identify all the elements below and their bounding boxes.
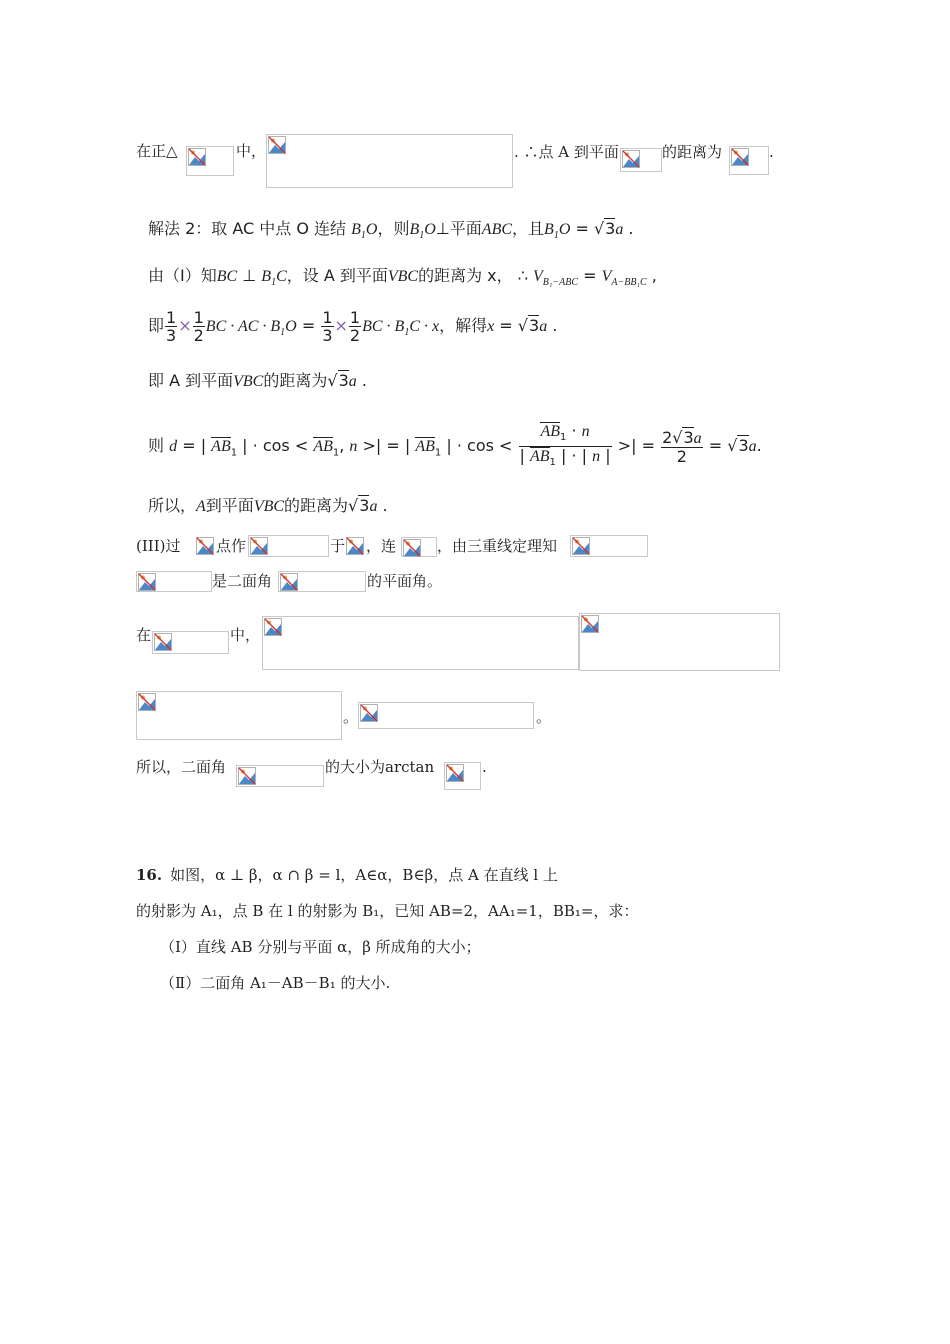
broken-image-icon xyxy=(250,537,268,555)
broken-image-icon xyxy=(188,148,206,166)
text-line: 在 xyxy=(136,626,152,644)
broken-image xyxy=(444,762,481,790)
broken-image-icon xyxy=(731,148,749,166)
text-line: . xyxy=(769,143,774,161)
text-line: 中， xyxy=(236,142,267,160)
text-line: 是二面角 xyxy=(212,572,273,590)
broken-image-icon xyxy=(360,704,378,722)
method2-line3: 即 $\frac{1}{3}$ × $\frac{1}{2}$ BC · AC · $B_1O$ = $\frac{1}{3}$ × $\frac{1}{2}$ BC · $B_1C \cdot x$，解得x = √3a . xyxy=(148,308,558,345)
broken-image-icon xyxy=(446,764,464,782)
text-line: 点作 xyxy=(216,537,247,555)
method2-line6: 所以，A到平面VBC的距离为√3a . xyxy=(148,496,388,515)
broken-image-icon xyxy=(154,633,172,651)
broken-image xyxy=(401,537,437,557)
problem16-line1: 16. 如图，α ⊥ β，α ∩ β = l，A∈α，B∈β，点 A 在直线 l 上 xyxy=(136,866,558,884)
broken-image xyxy=(620,148,662,172)
text-line: 的平面角。 xyxy=(367,572,443,590)
broken-image xyxy=(136,691,342,740)
broken-image xyxy=(152,631,229,654)
text-line: . xyxy=(482,758,487,776)
broken-image-icon xyxy=(264,618,282,636)
broken-image xyxy=(570,535,648,557)
broken-image xyxy=(579,613,780,671)
broken-image-icon xyxy=(622,150,640,168)
text-line: 的大小为arctan xyxy=(325,758,435,776)
broken-image-icon xyxy=(581,615,599,633)
text-line: 的距离为 xyxy=(662,143,723,161)
problem16-question1: （Ⅰ）直线 AB 分别与平面 α，β 所成角的大小； xyxy=(160,938,481,956)
text-line: ，连 xyxy=(366,537,397,555)
broken-image xyxy=(248,535,329,557)
broken-image-icon xyxy=(196,537,214,555)
broken-image xyxy=(266,134,513,188)
text-line: 。 xyxy=(536,708,552,726)
method2-line1: 解法 2：取 AC 中点 O 连结 $B_1O$，则$B_1O\perp$平面ABC，且$B_1O = √3a$ . xyxy=(148,219,634,242)
broken-image-icon xyxy=(268,136,286,154)
broken-image-icon xyxy=(238,767,256,785)
text-line: 。 xyxy=(343,708,359,726)
broken-image-icon xyxy=(572,537,590,555)
broken-image-icon xyxy=(346,537,364,555)
text-line: 于 xyxy=(330,537,346,555)
broken-image xyxy=(278,571,366,592)
method2-line5: 则 d = | $AB_1$ | · $\cos < AB_1$, n >| = | $AB_1$ | · cos < $\frac{AB_1 \cdot n}{| AB_1 | \cdot | n |}$ >| = $\frac{2√3a}{2}$ = √3a. xyxy=(148,421,762,469)
broken-image xyxy=(236,765,324,787)
text-line: 在正△ xyxy=(136,142,178,160)
broken-image xyxy=(196,537,216,557)
text-line: . ∴点 A 到平面 xyxy=(514,143,619,161)
broken-image xyxy=(729,146,769,175)
broken-image-icon xyxy=(403,539,421,557)
method2-line2: 由（Ⅰ）知BC ⊥ $B_1C$，设 A 到平面VBC的距离为 x， ∴ $V_{B_1-ABC} = V_{A-BB_1C}$ , xyxy=(148,266,657,289)
problem16-question2: （Ⅱ）二面角 A₁－AB－B₁ 的大小. xyxy=(160,974,391,992)
text-line: 中， xyxy=(230,626,261,644)
broken-image xyxy=(346,537,366,557)
method2-line4: 即 A 到平面VBC的距离为√3a . xyxy=(148,371,367,390)
text-line: (III)过 xyxy=(136,537,181,555)
broken-image xyxy=(186,146,234,176)
broken-image-icon xyxy=(138,573,156,591)
broken-image xyxy=(136,571,212,592)
text-line: ，由三重线定理知 xyxy=(437,537,558,555)
text-line: 所以，二面角 xyxy=(136,758,227,776)
broken-image-icon xyxy=(138,693,156,711)
broken-image-icon xyxy=(280,573,298,591)
problem16-line2: 的射影为 A₁，点 B 在 l 的射影为 B₁，已知 AB=2，AA₁=1，BB₁=，求： xyxy=(136,902,639,920)
broken-image xyxy=(262,616,579,670)
broken-image xyxy=(358,702,534,729)
